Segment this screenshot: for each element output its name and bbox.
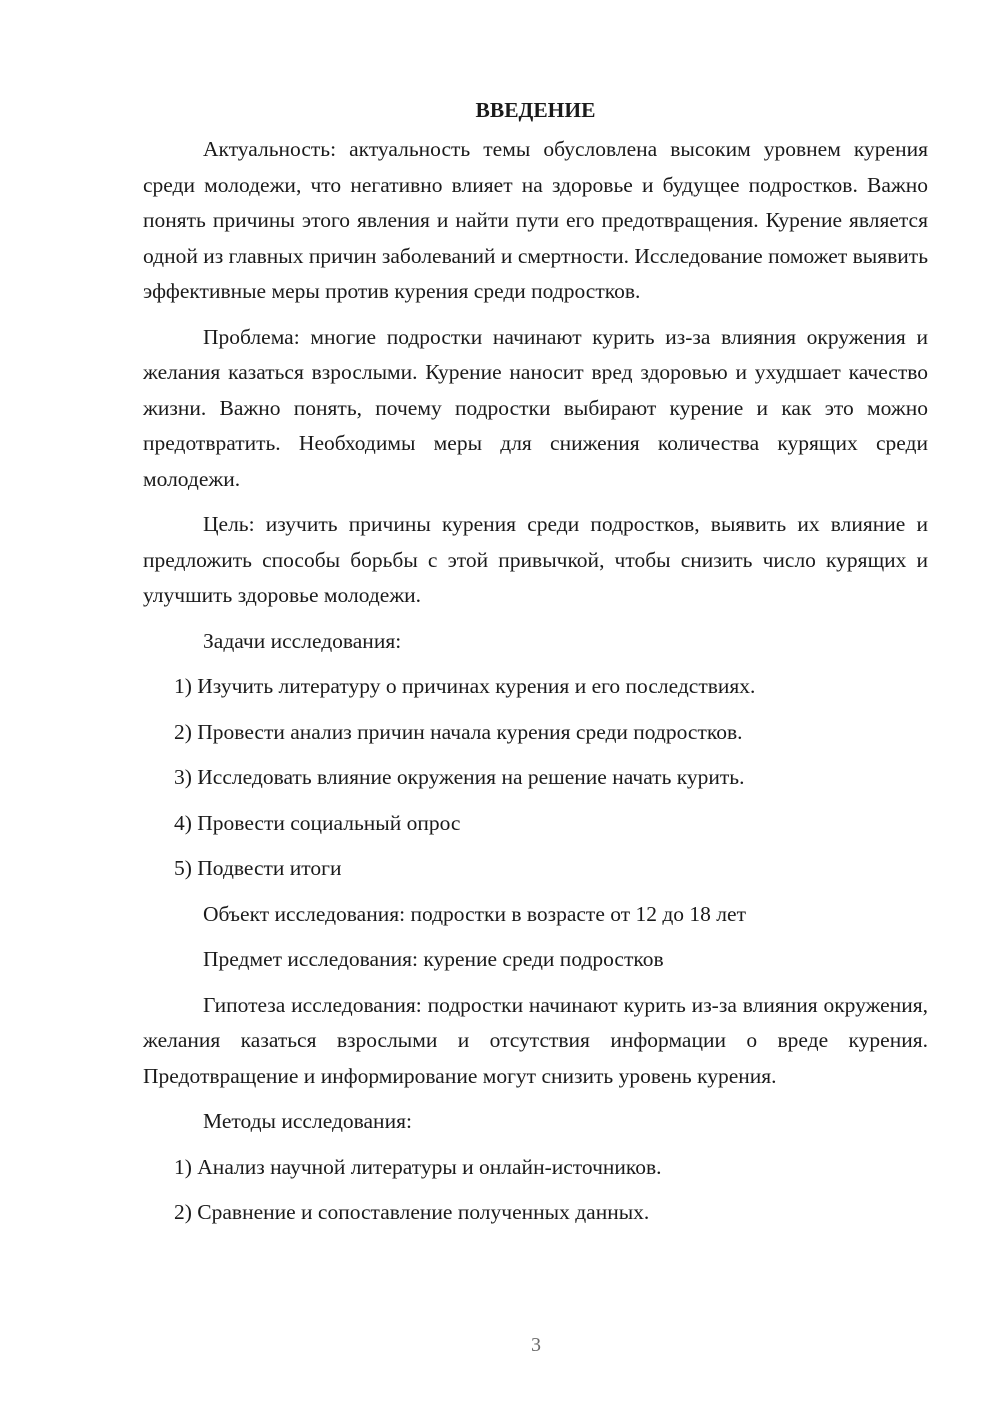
research-subject: Предмет исследования: курение среди подростков: [203, 947, 664, 971]
task-item: 4) Провести социальный опрос: [174, 810, 461, 835]
tasks-heading: Задачи исследования:: [203, 628, 402, 653]
page-number: 3: [531, 1334, 541, 1356]
hypothesis-paragraph: Гипотеза исследования: подростки начинают курить из-за влияния окружения, желания казаться взрослыми и отсутствия информации о вреде курения. Предотвращение и информирование могут снизить уровень курения.: [143, 992, 928, 1088]
task-item: 2) Провести анализ причин начала курения среди подростков.: [174, 719, 743, 744]
document-page: [143, 93, 928, 1241]
methods-heading: Методы исследования:: [203, 1109, 412, 1133]
section-title: ВВЕДЕНИЕ: [475, 98, 596, 122]
method-item: 2) Сравнение и сопоставление полученных данных.: [174, 1200, 650, 1224]
task-item: 1) Изучить литературу о причинах курения и его последствиях.: [174, 674, 756, 698]
research-object: Объект исследования: подростки в возрасте от 12 до 18 лет: [203, 901, 746, 926]
goal-paragraph: Цель: изучить причины курения среди подростков, выявить их влияние и предложить способы борьбы с этой привычкой, чтобы снизить число курящих и улучшить здоровье молодежи.: [143, 512, 928, 607]
method-item: 1) Анализ научной литературы и онлайн-источников.: [174, 1154, 662, 1179]
relevance-paragraph: Актуальность: актуальность темы обусловлена высоким уровнем курения среди молодежи, что негативно влияет на здоровье и будущее подростков. Важно понять причины этого явления и найти пути его предотвращения. Курение является одной из главных причин заболеваний и смертности. Исследование поможет выявить эффективные меры против курения среди подростков.: [143, 137, 928, 303]
task-item: 3) Исследовать влияние окружения на решение начать курить.: [174, 765, 745, 789]
task-item: 5) Подвести итоги: [174, 856, 342, 880]
problem-paragraph: Проблема: многие подростки начинают курить из-за влияния окружения и желания казаться взрослыми. Курение наносит вред здоровью и ухудшает качество жизни. Важно понять, почему подростки выбирают курение и как это можно предотвратить. Необходимы меры для снижения количества курящих среди молодежи.: [143, 324, 928, 491]
